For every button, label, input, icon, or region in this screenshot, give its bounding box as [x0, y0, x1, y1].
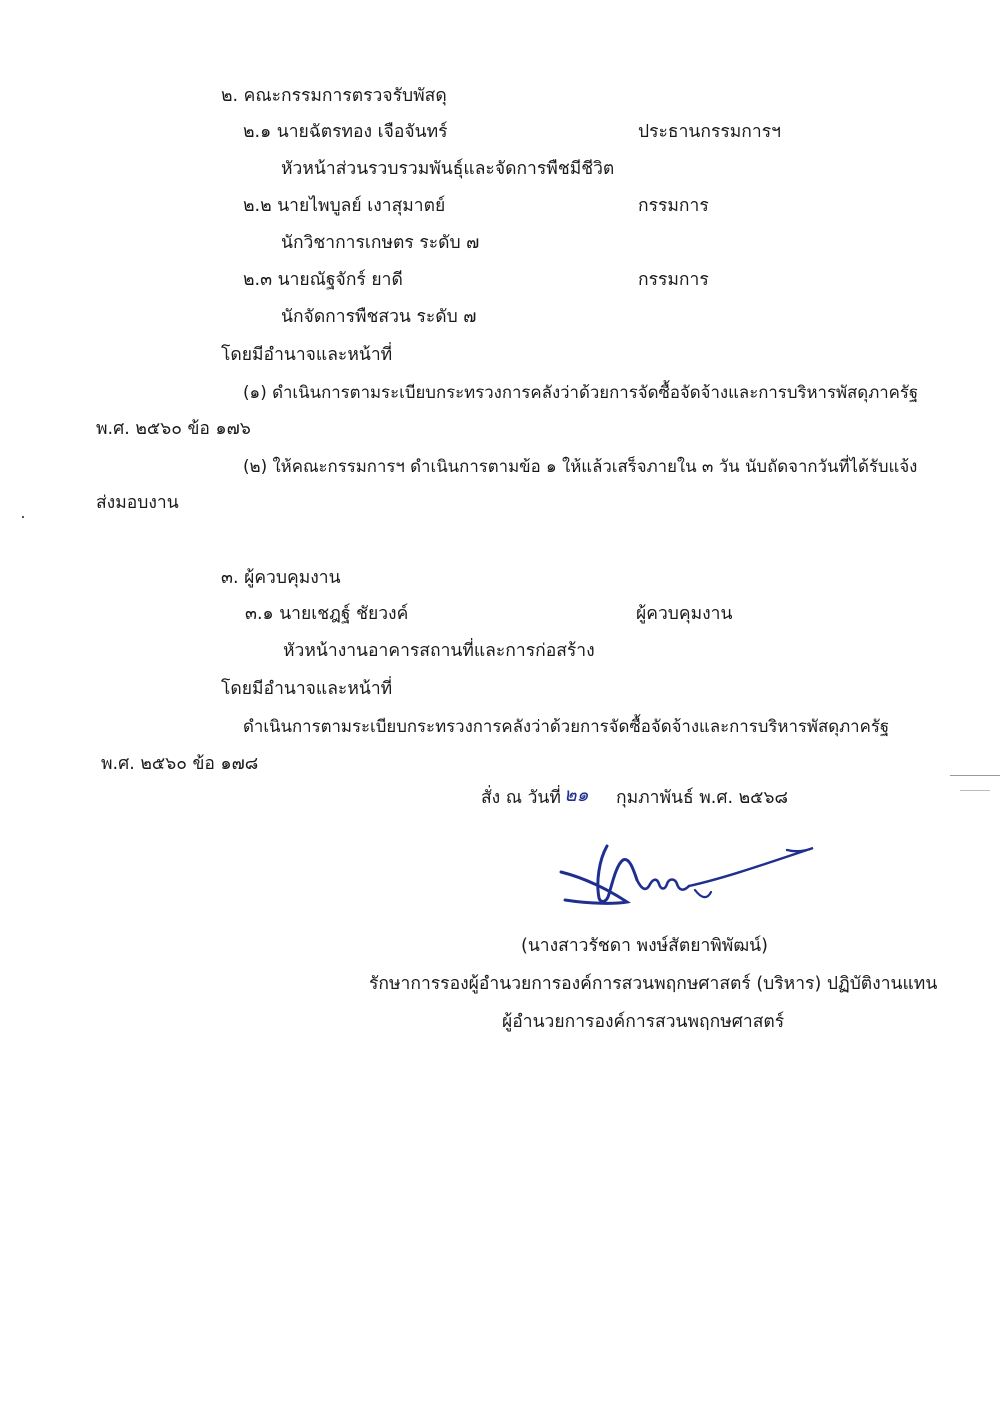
duty-text: ส่งมอบงาน [96, 493, 179, 513]
signature-image [555, 838, 820, 916]
duty-text: ดำเนินการตามระเบียบกระทรวงการคลังว่าด้วยการจัดซื้อจัดจ้างและการบริหารพัสดุภาครัฐ [243, 716, 890, 736]
member-position: นักจัดการพืชสวน ระดับ ๗ [281, 307, 477, 327]
member-position: นักวิชาการเกษตร ระดับ ๗ [281, 233, 480, 253]
member-position: หัวหน้าส่วนรวบรวมพันธุ์และจัดการพืชมีชีวิต [281, 159, 615, 179]
order-date-prefix: สั่ง ณ วันที่ [481, 788, 561, 808]
member-name: ๓.๑ นายเชฎฐ์ ชัยวงค์ [245, 604, 409, 624]
signatory-title: รักษาการรองผู้อำนวยการองค์การสวนพฤกษศาสตร์ (บริหาร) ปฏิบัติงานแทน [369, 974, 938, 994]
member-name: ๒.๑ นายฉัตรทอง เจือจันทร์ [243, 122, 448, 142]
member-role: ผู้ควบคุมงาน [636, 604, 733, 624]
section3-heading: ๓. ผู้ควบคุมงาน [221, 568, 341, 588]
member-role: กรรมการ [638, 196, 709, 216]
scan-mark [950, 775, 1000, 776]
duty-text: พ.ศ. ๒๕๖๐ ข้อ ๑๗๖ [96, 419, 251, 439]
member-role: กรรมการ [638, 270, 709, 290]
scan-mark [960, 790, 990, 791]
order-date-day: ๒๑ [564, 784, 589, 806]
signatory-title: ผู้อำนวยการองค์การสวนพฤกษศาสตร์ [502, 1012, 785, 1032]
member-position: หัวหน้างานอาคารสถานที่และการก่อสร้าง [283, 641, 595, 661]
duty-text: พ.ศ. ๒๕๖๐ ข้อ ๑๗๘ [101, 754, 259, 774]
member-name: ๒.๒ นายไพบูลย์ เงาสุมาตย์ [243, 196, 446, 216]
section2-heading: ๒. คณะกรรมการตรวจรับพัสดุ [221, 86, 447, 106]
duties-label: โดยมีอำนาจและหน้าที่ [221, 345, 393, 365]
member-name: ๒.๓ นายณัฐจักร์ ยาดี [243, 270, 403, 290]
scan-mark [22, 516, 24, 518]
order-date-month-year: กุมภาพันธ์ พ.ศ. ๒๕๖๘ [616, 788, 788, 808]
member-role: ประธานกรรมการฯ [638, 122, 781, 142]
duties-label: โดยมีอำนาจและหน้าที่ [221, 679, 393, 699]
duty-text: (๒) ให้คณะกรรมการฯ ดำเนินการตามข้อ ๑ ให้แล้วเสร็จภายใน ๓ วัน นับถัดจากวันที่ได้รับแจ้ง [243, 456, 918, 476]
signatory-name: (นางสาวรัชดา พงษ์สัตยาพิพัฒน์) [521, 936, 768, 956]
duty-text: (๑) ดำเนินการตามระเบียบกระทรวงการคลังว่าด้วยการจัดซื้อจัดจ้างและการบริหารพัสดุภาครัฐ [243, 382, 919, 402]
